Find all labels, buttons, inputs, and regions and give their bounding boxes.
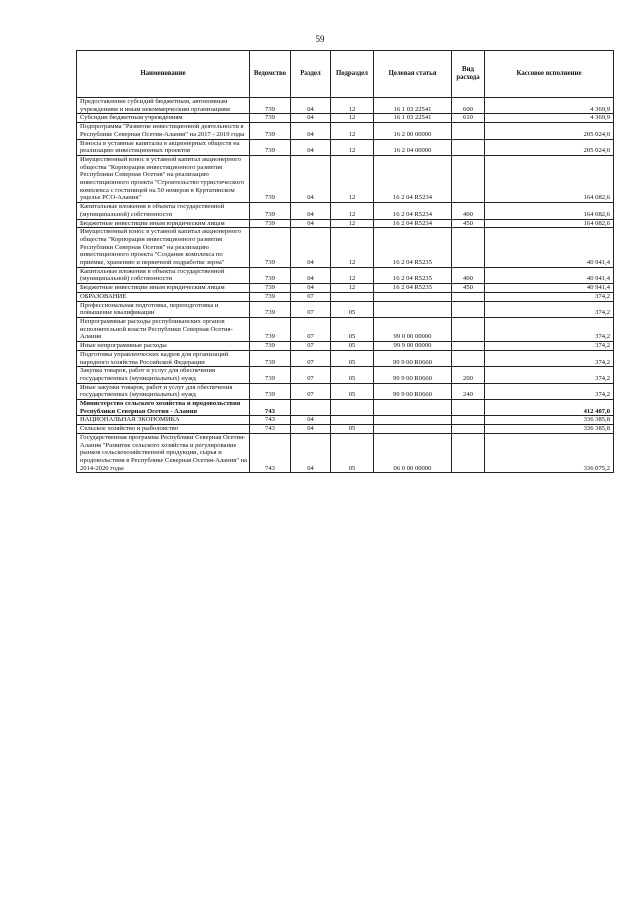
row-amount-cell: 205 024,0 <box>485 139 614 155</box>
table-row <box>77 350 614 366</box>
row-exp-type-cell <box>452 301 485 317</box>
row-amount-cell: 374,2 <box>485 342 614 351</box>
row-name-cell: Иные непрограммные расходы <box>77 342 250 351</box>
table-row <box>77 292 614 301</box>
budget-table <box>76 50 614 473</box>
table-header-row <box>77 51 614 98</box>
row-name-cell: ОБРАЗОВАНИЕ <box>77 292 250 301</box>
row-section-cell: 04 <box>291 425 331 434</box>
table-row <box>77 219 614 228</box>
row-exp-type-cell <box>452 350 485 366</box>
row-exp-type-cell: 240 <box>452 383 485 399</box>
row-dept-cell: 739 <box>250 301 291 317</box>
table-row <box>77 301 614 317</box>
row-name-cell: Закупка товаров, работ и услуг для обеспечения государственных (муниципальных) нужд <box>77 367 250 383</box>
row-target-cell: 99 9 00 R0660 <box>374 383 452 399</box>
row-subsection-cell: 05 <box>331 317 374 341</box>
row-target-cell <box>374 400 452 416</box>
row-amount-cell: 336 075,2 <box>485 433 614 473</box>
row-name-cell: Взносы в уставные капиталы в акционерных обществ на реализацию инвестиционных проектов <box>77 139 250 155</box>
row-section-cell: 04 <box>291 155 331 202</box>
row-dept-cell: 739 <box>250 317 291 341</box>
row-amount-cell: 374,2 <box>485 292 614 301</box>
row-dept-cell: 743 <box>250 425 291 434</box>
row-exp-type-cell <box>452 342 485 351</box>
row-dept-cell: 739 <box>250 228 291 268</box>
row-dept-cell: 739 <box>250 267 291 283</box>
row-target-cell: 16 2 04 R5234 <box>374 219 452 228</box>
row-target-cell: 99 9 00 R0660 <box>374 350 452 366</box>
row-exp-type-cell: 450 <box>452 284 485 293</box>
row-dept-cell: 739 <box>250 203 291 219</box>
row-exp-type-cell <box>452 292 485 301</box>
table-row <box>77 416 614 425</box>
row-amount-cell: 374,2 <box>485 383 614 399</box>
row-target-cell: 16 2 04 R5234 <box>374 155 452 202</box>
row-name-cell: Бюджетные инвестиции иным юридическим лицам <box>77 284 250 293</box>
row-section-cell: 04 <box>291 228 331 268</box>
row-section-cell: 07 <box>291 342 331 351</box>
row-subsection-cell: 12 <box>331 203 374 219</box>
row-subsection-cell: 05 <box>331 342 374 351</box>
row-section-cell: 04 <box>291 284 331 293</box>
row-exp-type-cell <box>452 400 485 416</box>
row-name-cell: Имущественный взнос в уставной капитал акционерного общества "Корпорация инвестиционного развития Республики Северная Осетия" на реализацию инвестиционного проекта "Строительство туристического комплекса с гостиницей на 50 номеров в Куртатинском ущелье РСО-Алания" <box>77 155 250 202</box>
row-exp-type-cell <box>452 433 485 473</box>
row-section-cell: 04 <box>291 416 331 425</box>
row-name-cell: Иные закупки товаров, работ и услуг для обеспечения государственных (муниципальных) нужд <box>77 383 250 399</box>
row-dept-cell: 739 <box>250 98 291 114</box>
row-amount-cell: 164 082,6 <box>485 219 614 228</box>
row-amount-cell: 4 369,9 <box>485 98 614 114</box>
row-dept-cell: 739 <box>250 155 291 202</box>
row-subsection-cell <box>331 416 374 425</box>
header-dept: Ведомство <box>250 51 291 98</box>
row-subsection-cell: 12 <box>331 123 374 139</box>
row-subsection-cell <box>331 292 374 301</box>
row-name-cell: Бюджетные инвестиции иным юридическим лицам <box>77 219 250 228</box>
table-row <box>77 367 614 383</box>
row-section-cell: 04 <box>291 139 331 155</box>
row-exp-type-cell <box>452 425 485 434</box>
row-name-cell: Субсидии бюджетным учреждениям <box>77 114 250 123</box>
table-row <box>77 155 614 202</box>
row-dept-cell: 739 <box>250 350 291 366</box>
table-row <box>77 400 614 416</box>
row-exp-type-cell: 610 <box>452 114 485 123</box>
row-amount-cell: 40 941,4 <box>485 267 614 283</box>
row-amount-cell: 374,2 <box>485 350 614 366</box>
header-exp-type: Вид расхода <box>452 51 485 98</box>
row-subsection-cell: 12 <box>331 267 374 283</box>
row-target-cell: 16 2 04 R5235 <box>374 267 452 283</box>
row-name-cell: Профессиональная подготовка, переподготовка и повышение квалификации <box>77 301 250 317</box>
row-subsection-cell: 12 <box>331 114 374 123</box>
row-dept-cell: 739 <box>250 219 291 228</box>
row-target-cell: 16 2 04 R5235 <box>374 228 452 268</box>
table-row <box>77 203 614 219</box>
row-amount-cell: 374,2 <box>485 317 614 341</box>
row-target-cell: 16 1 03 22541 <box>374 114 452 123</box>
row-target-cell <box>374 416 452 425</box>
table-row <box>77 433 614 473</box>
row-subsection-cell: 12 <box>331 219 374 228</box>
row-exp-type-cell <box>452 123 485 139</box>
row-dept-cell: 739 <box>250 292 291 301</box>
row-subsection-cell: 05 <box>331 301 374 317</box>
row-target-cell: 16 2 00 00000 <box>374 123 452 139</box>
page-number: 59 <box>315 34 325 44</box>
table-row <box>77 425 614 434</box>
row-name-cell: Непрограммные расходы республиканских органов исполнительной власти Республики Северная Осетия-Алания <box>77 317 250 341</box>
row-name-cell: Государственная программа Республики Северная Осетия-Алания "Развитие сельского хозяйства и регулирование рынков сельскохозяйственной продукции, сырья и продовольствия в Республике Северная Осетия-Алания" на 2014-2020 годы <box>77 433 250 473</box>
row-subsection-cell: 05 <box>331 425 374 434</box>
row-name-cell: Капитальные вложения в объекты государственной (муниципальной) собственности <box>77 203 250 219</box>
table-row <box>77 383 614 399</box>
row-exp-type-cell <box>452 228 485 268</box>
header-amount: Кассовое исполнение <box>485 51 614 98</box>
row-exp-type-cell <box>452 139 485 155</box>
table-row <box>77 123 614 139</box>
row-section-cell: 04 <box>291 219 331 228</box>
row-amount-cell: 164 082,6 <box>485 203 614 219</box>
row-name-cell: Предоставление субсидий бюджетным, автономным учреждениям и иным некоммерческим организациям <box>77 98 250 114</box>
row-exp-type-cell <box>452 155 485 202</box>
row-subsection-cell: 12 <box>331 139 374 155</box>
row-target-cell: 16 2 04 R5235 <box>374 284 452 293</box>
row-amount-cell: 40 941,4 <box>485 228 614 268</box>
row-amount-cell: 205 024,0 <box>485 123 614 139</box>
row-section-cell: 07 <box>291 350 331 366</box>
row-exp-type-cell: 400 <box>452 203 485 219</box>
table-row <box>77 342 614 351</box>
row-name-cell: Подпрограмма "Развитие инвестиционной деятельности в Республике Северная Осетия-Алания" на 2017 - 2019 годы <box>77 123 250 139</box>
row-target-cell: 99 9 00 R0660 <box>374 367 452 383</box>
table-row <box>77 317 614 341</box>
row-subsection-cell: 05 <box>331 350 374 366</box>
row-subsection-cell: 05 <box>331 433 374 473</box>
header-target: Целевая статья <box>374 51 452 98</box>
row-target-cell: 06 0 00 00000 <box>374 433 452 473</box>
row-section-cell: 04 <box>291 98 331 114</box>
row-target-cell: 16 1 03 22541 <box>374 98 452 114</box>
header-name: Наименование <box>77 51 250 98</box>
row-amount-cell: 40 941,4 <box>485 284 614 293</box>
row-subsection-cell: 12 <box>331 98 374 114</box>
row-subsection-cell: 12 <box>331 284 374 293</box>
row-dept-cell: 739 <box>250 139 291 155</box>
table-row <box>77 139 614 155</box>
row-subsection-cell: 05 <box>331 367 374 383</box>
row-dept-cell: 739 <box>250 383 291 399</box>
row-name-cell: Имущественный взнос в уставной капитал акционерного общества "Корпорация инвестиционного развития Республики Северная Осетия" на реализацию инвестиционного проекта "Создание комплекса по приемке, хранению и первичной подработке зерна" <box>77 228 250 268</box>
row-section-cell: 04 <box>291 123 331 139</box>
row-section-cell: 04 <box>291 433 331 473</box>
row-amount-cell: 4 369,9 <box>485 114 614 123</box>
table-row <box>77 267 614 283</box>
row-name-cell: Сельское хозяйство и рыболовство <box>77 425 250 434</box>
row-dept-cell: 739 <box>250 284 291 293</box>
row-dept-cell: 743 <box>250 400 291 416</box>
row-exp-type-cell <box>452 416 485 425</box>
header-subsection: Подраздел <box>331 51 374 98</box>
row-section-cell: 07 <box>291 367 331 383</box>
row-exp-type-cell: 600 <box>452 98 485 114</box>
row-dept-cell: 739 <box>250 114 291 123</box>
row-dept-cell: 739 <box>250 367 291 383</box>
row-dept-cell: 743 <box>250 433 291 473</box>
row-target-cell: 99 9 00 00000 <box>374 342 452 351</box>
table-body <box>77 98 614 473</box>
row-target-cell: 16 2 04 R5234 <box>374 203 452 219</box>
row-section-cell: 07 <box>291 317 331 341</box>
row-exp-type-cell: 400 <box>452 267 485 283</box>
row-target-cell <box>374 301 452 317</box>
row-amount-cell: 374,2 <box>485 367 614 383</box>
row-name-cell: НАЦИОНАЛЬНАЯ ЭКОНОМИКА <box>77 416 250 425</box>
row-exp-type-cell <box>452 317 485 341</box>
row-name-cell: Капитальные вложения в объекты государственной (муниципальной) собственности <box>77 267 250 283</box>
row-target-cell <box>374 425 452 434</box>
row-section-cell: 07 <box>291 292 331 301</box>
row-section-cell: 07 <box>291 383 331 399</box>
row-amount-cell: 336 385,8 <box>485 425 614 434</box>
table-row <box>77 284 614 293</box>
row-exp-type-cell: 200 <box>452 367 485 383</box>
row-section-cell: 04 <box>291 114 331 123</box>
table-row <box>77 228 614 268</box>
row-subsection-cell: 05 <box>331 383 374 399</box>
header-section: Раздел <box>291 51 331 98</box>
row-amount-cell: 374,2 <box>485 301 614 317</box>
row-section-cell <box>291 400 331 416</box>
row-target-cell: 99 0 00 00000 <box>374 317 452 341</box>
row-subsection-cell: 12 <box>331 155 374 202</box>
row-section-cell: 04 <box>291 203 331 219</box>
row-subsection-cell <box>331 400 374 416</box>
row-exp-type-cell: 450 <box>452 219 485 228</box>
row-amount-cell: 164 082,6 <box>485 155 614 202</box>
row-name-cell: Подготовка управленческих кадров для организаций народного хозяйства Российской Федерации <box>77 350 250 366</box>
row-dept-cell: 739 <box>250 342 291 351</box>
row-subsection-cell: 12 <box>331 228 374 268</box>
row-target-cell <box>374 292 452 301</box>
row-section-cell: 04 <box>291 267 331 283</box>
row-amount-cell: 412 407,0 <box>485 400 614 416</box>
row-dept-cell: 743 <box>250 416 291 425</box>
table-row <box>77 98 614 114</box>
row-dept-cell: 739 <box>250 123 291 139</box>
row-amount-cell: 336 385,8 <box>485 416 614 425</box>
row-section-cell: 07 <box>291 301 331 317</box>
row-target-cell: 16 2 04 00000 <box>374 139 452 155</box>
table-row <box>77 114 614 123</box>
row-name-cell: Министерство сельского хозяйства и продовольствия Республики Северная Осетия - Алания <box>77 400 250 416</box>
